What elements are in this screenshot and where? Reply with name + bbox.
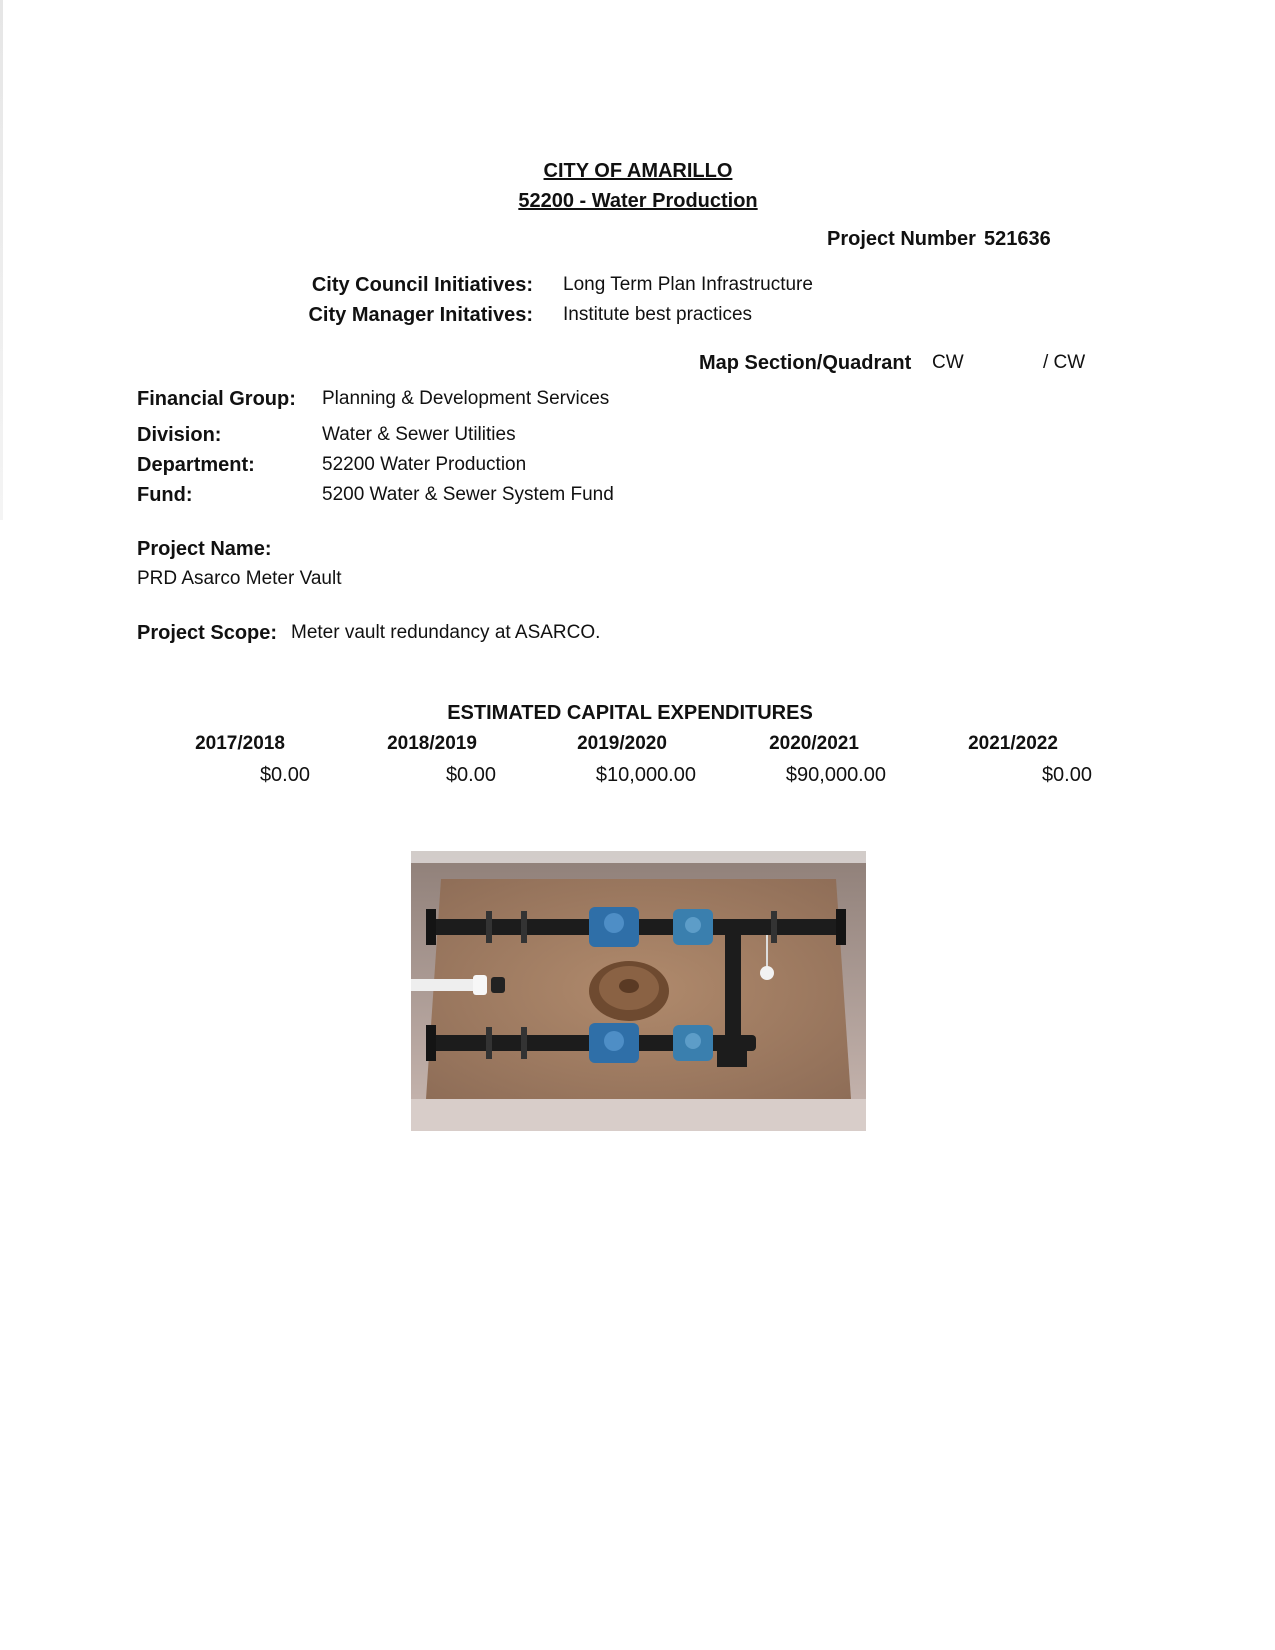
project-name-label: Project Name: — [137, 538, 272, 560]
project-scope-value: Meter vault redundancy at ASARCO. — [291, 622, 601, 643]
department-value: 52200 Water Production — [322, 454, 527, 475]
financial-group-label: Financial Group: — [137, 388, 296, 410]
project-name-value: PRD Asarco Meter Vault — [137, 568, 342, 589]
division-value: Water & Sewer Utilities — [322, 424, 516, 445]
council-initiatives-value: Long Term Plan Infrastructure — [563, 274, 813, 295]
scan-edge — [0, 0, 3, 520]
department-label: Department: — [137, 454, 255, 476]
department-title: 52200 - Water Production — [518, 190, 758, 212]
division-label: Division: — [137, 424, 222, 446]
year-2020-2021: 2020/2021 — [769, 733, 859, 754]
year-2018-2019: 2018/2019 — [387, 733, 477, 754]
amount-2020-2021: $90,000.00 — [785, 764, 886, 786]
fund-label: Fund: — [137, 484, 193, 506]
expenditures-title: ESTIMATED CAPITAL EXPENDITURES — [447, 702, 813, 724]
year-2017-2018: 2017/2018 — [195, 733, 285, 754]
fund-value: 5200 Water & Sewer System Fund — [322, 484, 614, 505]
year-2021-2022: 2021/2022 — [968, 733, 1058, 754]
amount-2018-2019: $0.00 — [445, 764, 496, 786]
financial-group-value: Planning & Development Services — [322, 388, 610, 409]
project-number-label: Project Number — [827, 228, 976, 250]
project-number-value: 521636 — [984, 228, 1051, 250]
manager-initiatives-label: City Manager Initatives: — [308, 304, 533, 326]
amount-2017-2018: $0.00 — [259, 764, 310, 786]
amount-2019-2020: $10,000.00 — [595, 764, 696, 786]
map-quadrant-value: / CW — [1043, 352, 1086, 373]
city-title: CITY OF AMARILLO — [543, 160, 733, 182]
council-initiatives-label: City Council Initiatives: — [311, 274, 533, 296]
year-2019-2020: 2019/2020 — [577, 733, 667, 754]
amount-2021-2022: $0.00 — [1041, 764, 1092, 786]
map-section-label: Map Section/Quadrant — [699, 352, 912, 374]
meter-vault-photo — [411, 851, 866, 1131]
map-section-value: CW — [932, 352, 964, 373]
project-scope-label: Project Scope: — [137, 622, 278, 644]
manager-initiatives-value: Institute best practices — [563, 304, 753, 325]
